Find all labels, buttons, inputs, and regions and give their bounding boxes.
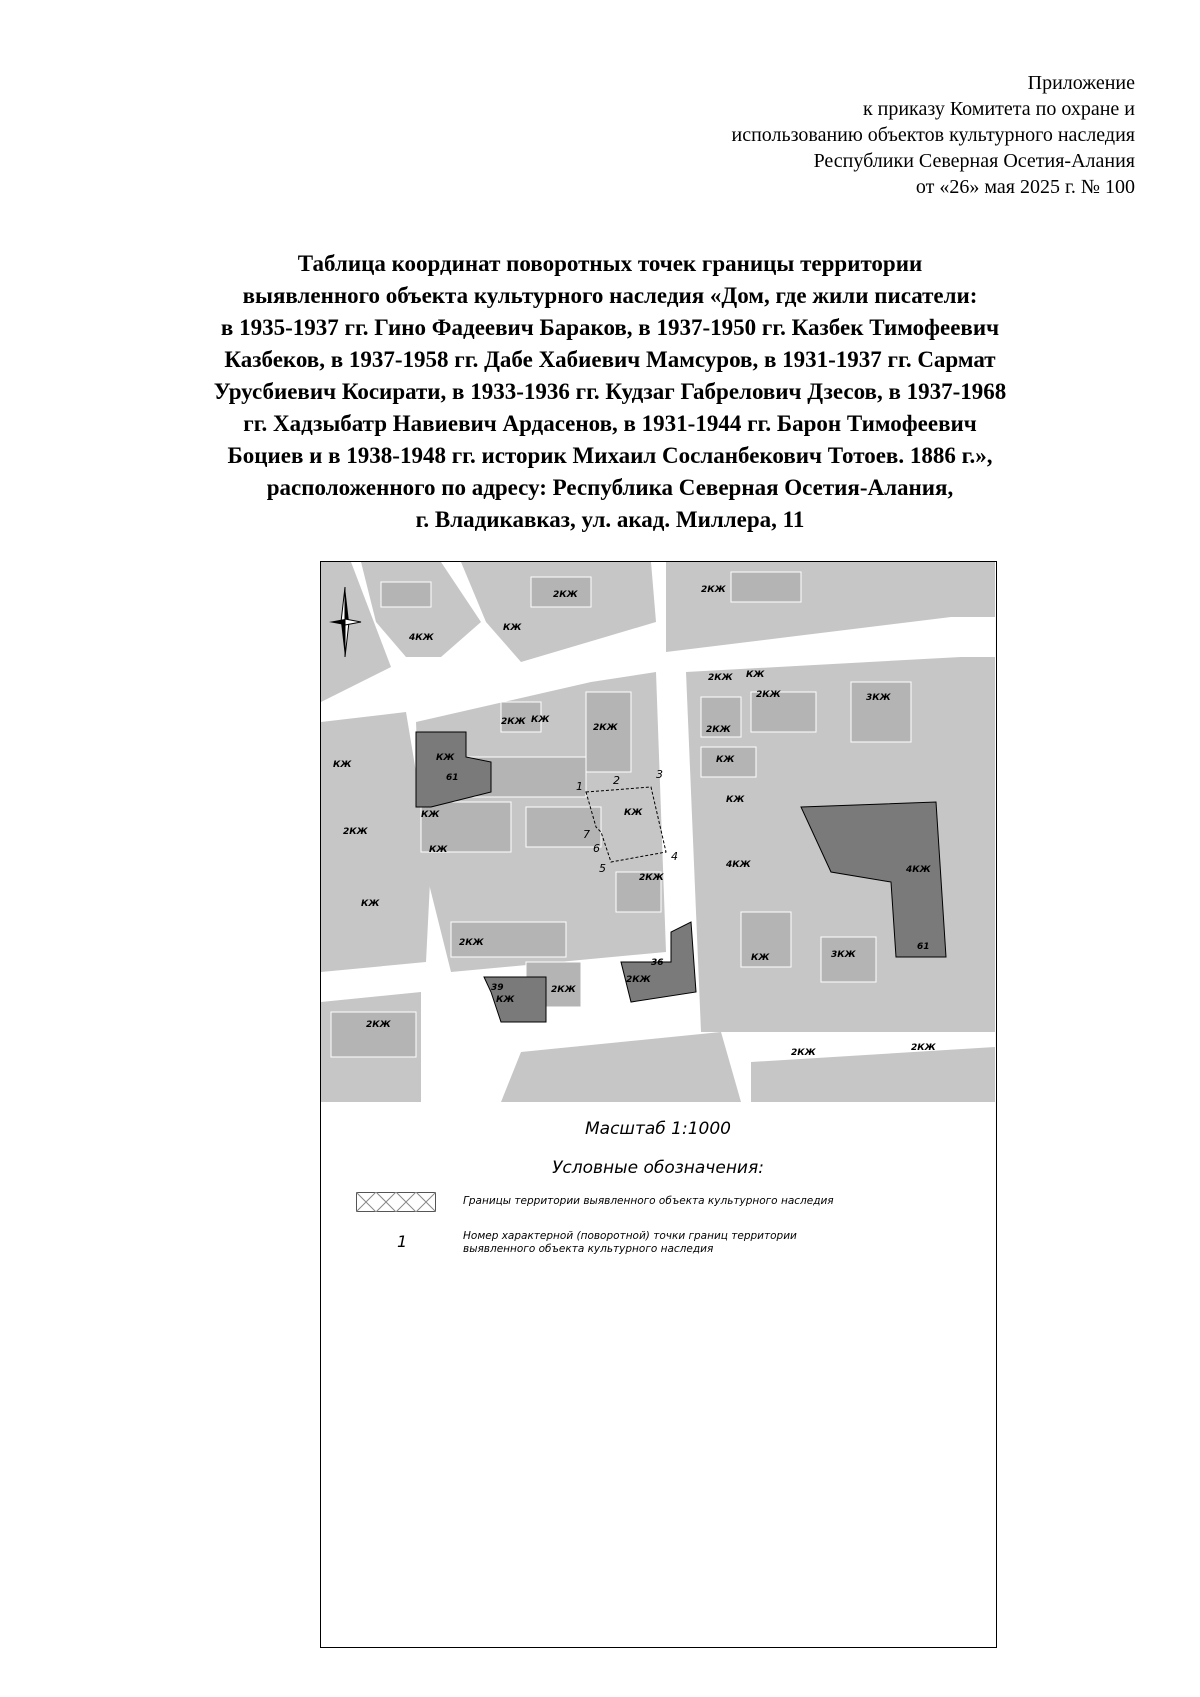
- legend-point-label-line: выявленного объекта культурного наследия: [463, 1243, 714, 1255]
- appendix-header: [732, 70, 1136, 200]
- building-label: 2КЖ: [553, 590, 578, 600]
- site-plan-svg: [321, 562, 995, 1102]
- building-label: 2КЖ: [593, 723, 618, 733]
- building-label: КЖ: [751, 953, 770, 963]
- building-label: КЖ: [496, 995, 515, 1005]
- site-plan-map: [321, 562, 995, 1102]
- turning-point-label: 4: [671, 850, 678, 863]
- document-title: [120, 248, 1100, 536]
- title-line: в 1935-1937 гг. Гино Фадеевич Бараков, в 1937-1950 гг. Казбек Тимофеевич: [220, 315, 1000, 340]
- title-line: выявленного объекта культурного наследия «Дом, где жили писатели:: [242, 283, 978, 308]
- building-label: КЖ: [726, 795, 745, 805]
- building-label: КЖ: [716, 755, 735, 765]
- building: [381, 582, 431, 607]
- title-line: расположенного по адресу: Республика Северная Осетия-Алания,: [266, 475, 954, 500]
- house-number: 61: [446, 773, 459, 783]
- building-label: 2КЖ: [626, 975, 651, 985]
- house-number: 39: [491, 983, 504, 993]
- map-drawing-frame: [320, 561, 997, 1648]
- legend-boundary-label: Границы территории выявленного объекта культурного наследия: [463, 1195, 834, 1207]
- building-label: КЖ: [531, 715, 550, 725]
- building-label: 4КЖ: [409, 633, 434, 643]
- title-line: Урусбиевич Косирати, в 1933-1936 гг. Кудзаг Габрелович Дзесов, в 1937-1968: [213, 379, 1007, 404]
- legend-point-label: [463, 1230, 797, 1256]
- house-number: 61: [917, 942, 930, 952]
- building-label: КЖ: [436, 753, 455, 763]
- legend-title: Условные обозначения:: [552, 1158, 764, 1178]
- map-scale: Масштаб 1:1000: [584, 1119, 731, 1139]
- building-label: 4КЖ: [906, 865, 931, 875]
- building-label: КЖ: [503, 623, 522, 633]
- building-label: 3КЖ: [831, 950, 856, 960]
- title-line: Таблица координат поворотных точек границы территории: [297, 251, 923, 276]
- building-label: КЖ: [429, 845, 448, 855]
- title-line: г. Владикавказ, ул. акад. Миллера, 11: [415, 507, 805, 532]
- building: [331, 1012, 416, 1057]
- legend-point-example: 1: [397, 1232, 408, 1251]
- building-label: КЖ: [421, 810, 440, 820]
- title-line: Казбеков, в 1937-1958 гг. Дабе Хабиевич Мамсуров, в 1931-1937 гг. Сармат: [224, 347, 996, 372]
- turning-point-label: 5: [599, 862, 606, 875]
- building-label: 2КЖ: [791, 1048, 816, 1058]
- boundary-hatch-icon: [356, 1192, 436, 1212]
- building-label: 2КЖ: [701, 585, 726, 595]
- building: [851, 682, 911, 742]
- building-label: 2КЖ: [706, 725, 731, 735]
- header-line: от «26» мая 2025 г. № 100: [915, 176, 1135, 198]
- building-label: 2КЖ: [911, 1043, 936, 1053]
- building-label: КЖ: [361, 899, 380, 909]
- building-label: 2КЖ: [639, 873, 664, 883]
- header-line: к приказу Комитета по охране и: [862, 98, 1135, 120]
- turning-point-label: 2: [613, 774, 620, 787]
- legend-point-label-line: Номер характерной (поворотной) точки границ территории: [463, 1230, 797, 1242]
- title-line: гг. Хадзыбатр Навиевич Ардасенов, в 1931-1944 гг. Барон Тимофеевич: [243, 411, 977, 436]
- building-label: КЖ: [624, 808, 643, 818]
- title-line: Боциев и в 1938-1948 гг. историк Михаил Сосланбекович Тотоев. 1886 г.»,: [227, 443, 993, 468]
- house-number: 36: [651, 958, 664, 968]
- building-label: 4КЖ: [726, 860, 751, 870]
- header-line: Республики Северная Осетия-Алания: [813, 150, 1135, 172]
- building-label: 2КЖ: [343, 827, 368, 837]
- building: [731, 572, 801, 602]
- turning-point-label: 7: [583, 828, 590, 841]
- building-label: 2КЖ: [756, 690, 781, 700]
- building-label: 2КЖ: [366, 1020, 391, 1030]
- header-line: Приложение: [1027, 72, 1135, 94]
- building: [526, 807, 601, 847]
- building-label: 2КЖ: [551, 985, 576, 995]
- turning-point-label: 6: [593, 842, 600, 855]
- building-label: КЖ: [746, 670, 765, 680]
- legend-item-boundary: [353, 1192, 973, 1214]
- building-label: 2КЖ: [459, 938, 484, 948]
- building-label: КЖ: [333, 760, 352, 770]
- building-label: 2КЖ: [708, 673, 733, 683]
- building-label: 2КЖ: [501, 717, 526, 727]
- turning-point-label: 1: [576, 780, 583, 793]
- turning-point-label: 3: [656, 768, 663, 781]
- header-line: использованию объектов культурного наследия: [731, 124, 1135, 146]
- building-label: 3КЖ: [866, 693, 891, 703]
